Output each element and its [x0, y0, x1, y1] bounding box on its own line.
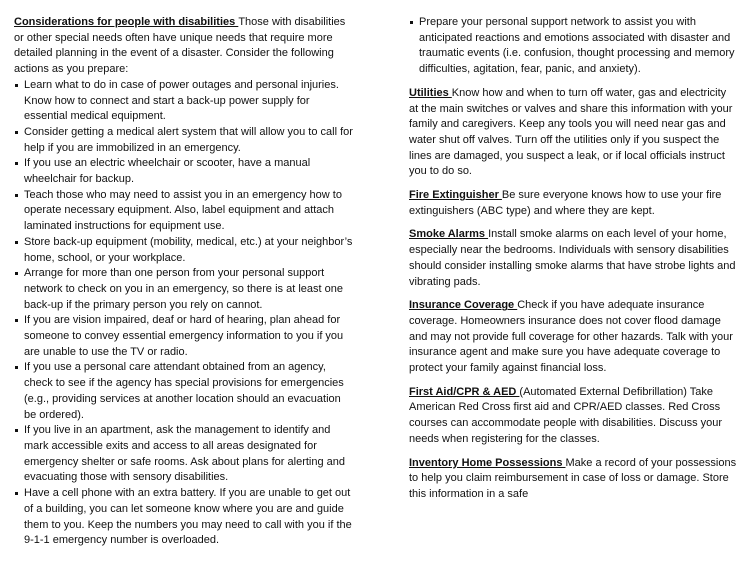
list-item: If you use an electric wheelchair or scooter, have a manual wheelchair for backup. [14, 156, 354, 187]
inventory-section [409, 456, 737, 503]
section-text: Check if you have adequate insurance coverage. Homeowners insurance does not cover flood damage and may not provide full coverage for other hazards. Talk with your insurance agent and make sure you have adequate coverage to protect your family against financial loss. [409, 299, 733, 375]
section-heading: Inventory Home Possessions [409, 456, 566, 469]
section-heading: Fire Extinguisher [409, 189, 502, 202]
list-item: Have a cell phone with an extra battery. If you are unable to get out of a building, you can let someone know where you are and guide them to you. Keep the numbers you may need to call with you if the 9-1-1 emergency number is overloaded. [14, 486, 354, 549]
utilities-section [409, 86, 737, 180]
list-item: Store back-up equipment (mobility, medical, etc.) at your neighbor’s home, school, or your workplace. [14, 235, 354, 266]
section-text: Install smoke alarms on each level of your home, especially near the bedrooms. Individuals with sensory disabilities should consider installing smoke alarms that have strobe lights and vibrating pads. [409, 228, 736, 288]
first-aid-section [409, 385, 737, 448]
list-item: If you live in an apartment, ask the management to identify and mark accessible exits and access to all areas designated for emergency shelter or safe rooms. Ask about plans for alerting and evacuating those with sensory disabilities. [14, 423, 354, 486]
section-heading: Smoke Alarms [409, 228, 489, 241]
insurance-coverage-section [409, 298, 737, 377]
section-text: Make a record of your possessions to help you claim reimbursement in case of loss or damage. Store this information in a safe [409, 456, 737, 500]
section-heading: Considerations for people with disabilities [14, 16, 239, 28]
section-text: Know how and when to turn off water, gas and electricity at the main switches or valves and share this information with your family and caregivers. Keep any tools you will need near gas and water shut off valves. Turn off the utilities only if you suspect the lines are damaged, you suspect a leak, or if local officials instruct you to do so. [409, 86, 733, 178]
section-text: (Automated External Defibrillation) Take American Red Cross first aid and CPR/AED classes. Red Cross courses can accommodate people with disabilities. Discuss your needs when registering for the classes. [409, 385, 723, 445]
support-network-list [409, 15, 737, 78]
smoke-alarms-section [409, 227, 737, 290]
section-heading: First Aid/CPR & AED [409, 385, 520, 398]
intro-text: Those with disabilities or other special needs often have unique needs that require more detailed planning in the event of a disaster. Consider the following actions as you prepare: [14, 16, 346, 76]
preparedness-column [409, 15, 737, 511]
fire-extinguisher-section [409, 188, 737, 219]
list-item: Teach those who may need to assist you in an emergency how to operate necessary equipment. Also, label equipment and attach laminated instructions for equipment use. [14, 188, 354, 235]
list-item: If you are vision impaired, deaf or hard of hearing, plan ahead for someone to convey essential emergency information to you if you are unable to use the TV or radio. [14, 313, 354, 360]
list-item: If you use a personal care attendant obtained from an agency, check to see if the agency has special provisions for emergencies (e.g., providing services at another location should an evacuation be ordered). [14, 360, 354, 423]
disabilities-intro [14, 15, 354, 78]
disabilities-list [14, 78, 354, 549]
section-heading: Insurance Coverage [409, 299, 518, 312]
list-item: Consider getting a medical alert system that will allow you to call for help if you are immobilized in an emergency. [14, 125, 354, 156]
disabilities-column [14, 15, 354, 549]
list-item: Arrange for more than one person from your personal support network to check on you in an emergency, so there is at least one back-up if the primary person you rely on cannot. [14, 266, 354, 313]
section-text: Be sure everyone knows how to use your fire extinguishers (ABC type) and where they are kept. [409, 189, 722, 217]
section-heading: Utilities [409, 86, 452, 99]
list-item: Prepare your personal support network to assist you with anticipated reactions and emotions associated with disaster and traumatic events (i.e. confusion, thought processing and memory difficulties, agitation, fear, panic, and anxiety). [409, 15, 737, 78]
list-item: Learn what to do in case of power outages and personal injuries. Know how to connect and start a back-up power supply for essential medical equipment. [14, 78, 354, 125]
